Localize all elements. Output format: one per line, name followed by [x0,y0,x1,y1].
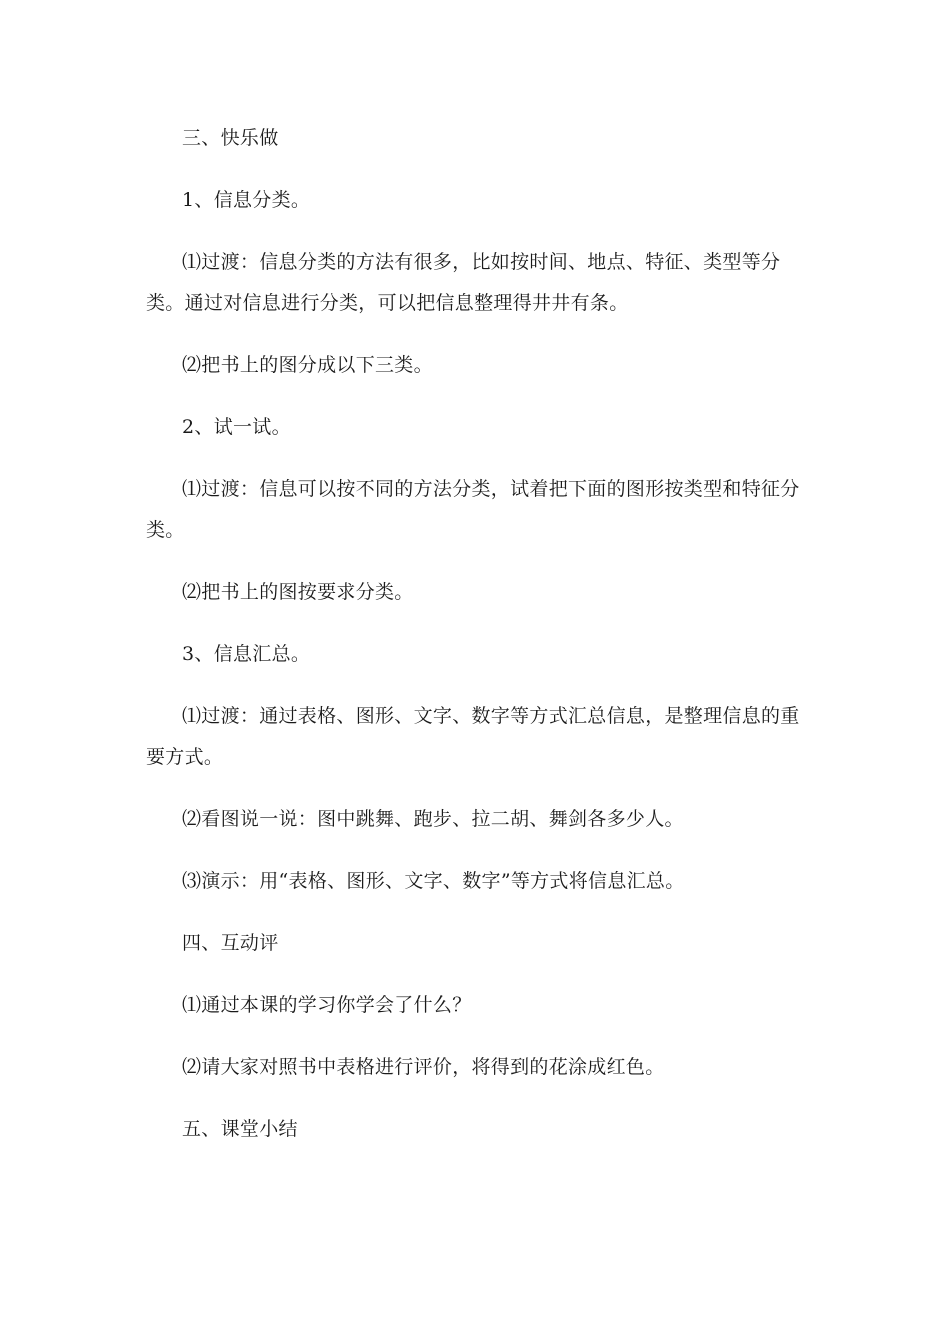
paragraph-look-and-say: ⑵看图说一说：图中跳舞、跑步、拉二胡、舞剑各多少人。 [182,808,684,830]
subsection-heading-info-classification: 1、信息分类。 [182,189,311,211]
section-heading-interactive-review: 四、互动评 [182,932,279,954]
section-heading-class-summary: 五、课堂小结 [182,1118,298,1140]
document-body [146,118,816,1171]
subsection-heading-info-summary: 3、信息汇总。 [182,643,311,665]
subsection-heading-try: 2、试一试。 [182,416,291,438]
paragraph-transition-summary: ⑴过渡：通过表格、图形、文字、数字等方式汇总信息，是整理信息的重要方式。 [146,705,800,768]
paragraph-transition-methods: ⑴过渡：信息可以按不同的方法分类，试着把下面的图形按类型和特征分类。 [146,478,800,541]
paragraph-what-learned: ⑴通过本课的学习你学会了什么？ [182,994,472,1016]
paragraph-demonstration: ⑶演示：用“表格、图形、文字、数字”等方式将信息汇总。 [182,870,685,892]
paragraph-transition-classification: ⑴过渡：信息分类的方法有很多，比如按时间、地点、特征、类型等分类。通过对信息进行分类，可以把信息整理得井井有条。 [146,251,781,314]
paragraph-classify-requirements: ⑵把书上的图按要求分类。 [182,581,414,603]
paragraph-classify-three: ⑵把书上的图分成以下三类。 [182,354,433,376]
section-heading-kuaile-zuo: 三、快乐做 [182,127,279,149]
paragraph-evaluate: ⑵请大家对照书中表格进行评价，将得到的花涂成红色。 [182,1056,665,1078]
